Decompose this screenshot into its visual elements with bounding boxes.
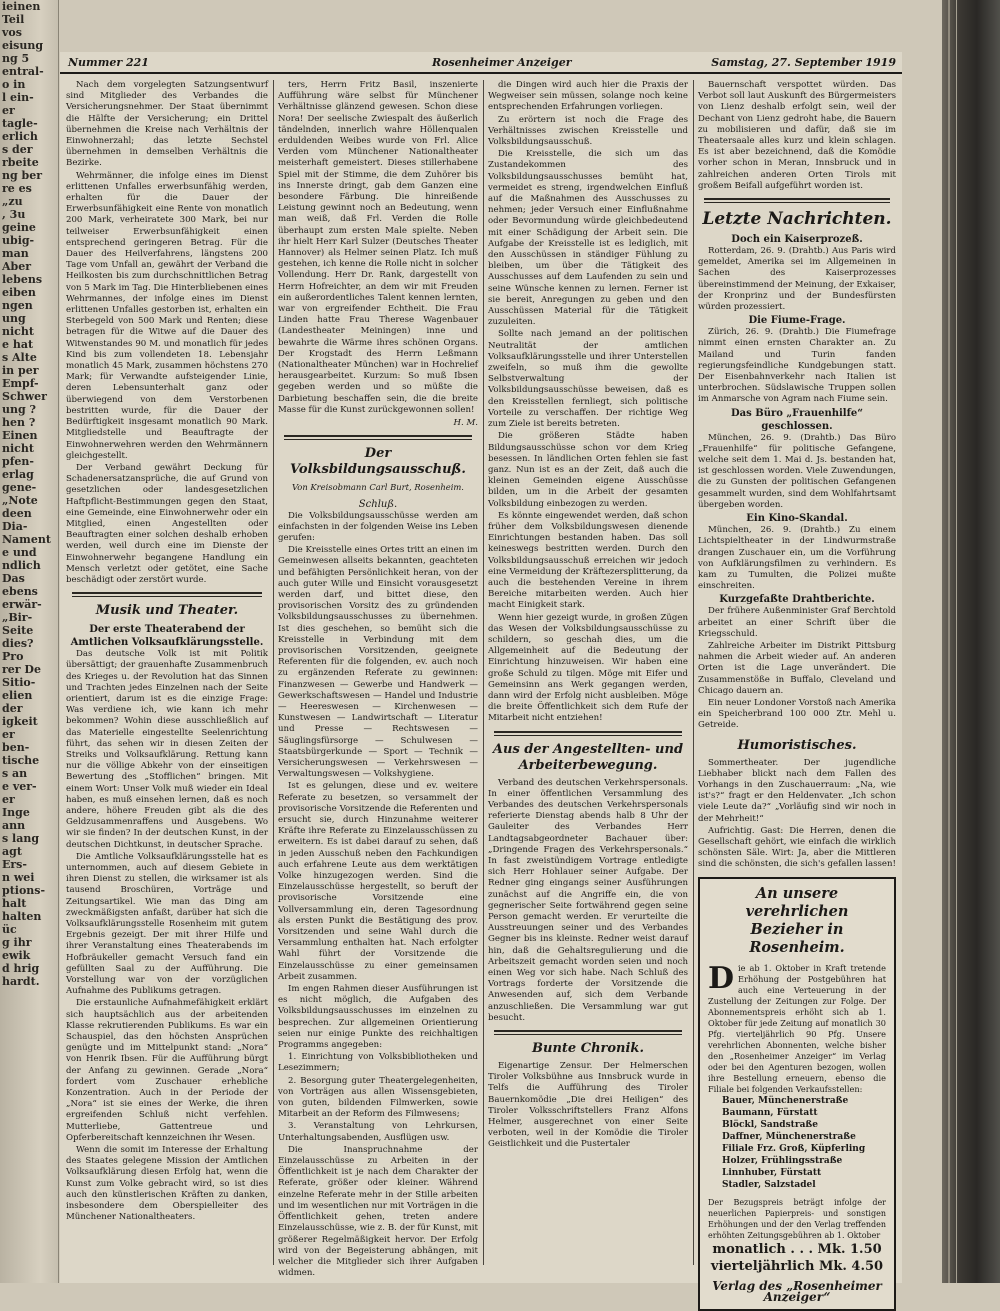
ad-text: ie ab 1. Oktober in Kraft tretende Erhöhung der Postgebühren hat auch eine Verteuerung in der Zustellung der Zeitungen zur Folge. Der Abonnementspreis erhöht sich ab 1. Oktober für jede Zeitung auf monatlich 30 Pfg. vierteljährlich 90 Pfg. Unsere verehrlichen Abonnenten, welche bisher den „Rosenheimer Anzeiger“ im Verlag oder bei den Agenturen bezogen, wollen ihre Bestellung erneuern, ebenso die Filiale bei folgenden Verkaufsstellen: <box>708 962 886 1094</box>
margin-fragment: g ihr <box>2 936 32 949</box>
margin-fragment: re es <box>2 182 32 195</box>
adjacent-page-fragment <box>0 0 59 1283</box>
margin-fragment: Sitio- <box>2 676 36 689</box>
news-item <box>698 246 896 313</box>
margin-fragment: Aber <box>2 260 32 273</box>
outlet-item: Holzer, Frühlingsstraße <box>722 1155 843 1166</box>
margin-fragment: hen ? <box>2 416 36 429</box>
article-headline: Der erste Theaterabend der Amtlichen Volksaufklärungsstelle. <box>70 624 264 649</box>
margin-fragment: „zu <box>2 195 23 208</box>
margin-fragment: e ver- <box>2 780 37 793</box>
margin-fragment: ieinen <box>2 0 41 13</box>
newspaper-name: Rosenheimer Anzeiger <box>432 56 572 69</box>
ad-initial: D <box>708 960 735 996</box>
margin-fragment: s lang <box>2 832 40 845</box>
paragraph: Wenn die somit im Interesse der Erhaltung des Staates gelegene Mission der Amtlichen Volksaufklärung diesen Erfolg hat, wenn die Kunst zum Volke gebracht wird, so ist dies auch den künstlerischen Kräften zu danken, insbesondere dem Oberspielleiter des Münchener Nationaltheaters. <box>66 1145 268 1223</box>
header-rule <box>60 72 902 74</box>
margin-fragment: s an <box>2 767 28 780</box>
margin-fragment: gene- <box>2 481 37 494</box>
paragraph: Die Kreisstelle, die sich um das Zustandekommen des Volksbildungsausschusses bemüht hat, vermeidet es streng, irgendwelchen Einfluß auf die Maßnahmen des Ausschusses zu nehmen; jeder Versuch einer Einflußnahme oder Bevormundung würde gleichbedeutend mit einer Schädigung der Arbeit sein. Die Aufgabe der Kreisstelle ist es lediglich, mit den Ausschüssen in ständiger Fühlung zu bleiben, um über die Tätigkeit des Ausschusses auf dem Laufenden zu sein und seine Wünsche kennen zu lernen. Ferner ist sie bereit, Anregungen zu geben und den Ausschüssen Material für die Tätigkeit zuzuleiten. <box>488 149 688 328</box>
margin-fragment: ben- <box>2 741 30 754</box>
margin-fragment: Empf- <box>2 377 39 390</box>
news-item <box>698 606 896 731</box>
section-rule <box>494 731 682 736</box>
column-rule <box>273 80 274 1265</box>
paragraph: Die erstaunliche Aufnahmefähigkeit erklärt sich hauptsächlich aus der arbeitenden Klasse rekrutierenden Publikums. Es war ein Schauspiel, das den höchsten Ansprüchen genügte und im Mittelpunkt stand: „Nora“ von Henrik Ibsen. Für die Aufführung bürgt der Anfang zu gewinnen. Gerade „Nora“ fordert vom Zuschauer erhebliche Konzentration. Auch in der Periode der „Nora“ ist sie eines der Werke, die ihren ergreifenden Schluß nicht verfehlen. Mutterliebe, Gattentreue und Opferbereitschaft kennzeichnen ihr Wesen. <box>66 998 268 1143</box>
section-title-music-theater: Musik und Theater. <box>95 603 239 619</box>
margin-fragment: tagle- <box>2 117 38 130</box>
margin-fragment: ng 5 <box>2 52 30 65</box>
paragraph: Zu erörtern ist noch die Frage des Verhältnisses zwischen Kreisstelle und Volksbildungsausschuß. <box>488 114 688 148</box>
price-quarterly: vierteljährlich Mk. 4.50 <box>710 1258 884 1274</box>
margin-fragment: halten <box>2 910 42 923</box>
ad-note: Der Bezugspreis beträgt infolge der neuerlichen Papierpreis- und sonstigen Erhöhungen und der den Verlag treffenden erhöhten Zeitungsgebühren ab 1. Oktober <box>708 1197 886 1240</box>
paragraph: Die Volksbildungsausschüsse werden am einfachsten in der folgenden Weise ins Leben gerufen: <box>278 510 478 543</box>
paragraph: Sollte nach jemand an der politischen Neutralität der amtlichen Volksaufklärungsstelle und ihrer Unterstellen zweifeln, so muß ihm die gewollte Selbstverwaltung der Volksbildungsausschüsse beweisen, daß es den Kreisstellen fernliegt, sich politische Vorteile zu verschaffen. Der richtige Weg zum Ziele ist bereits betreten. <box>488 329 688 430</box>
margin-fragment: Pro <box>2 650 24 663</box>
article-body <box>66 649 268 1223</box>
paragraph: Ist es gelungen, diese und ev. weitere Referate zu besetzen, so versammelt der provisorische Vorsitzende die Referenten und ersucht sie, durch Hinzunahme weiterer Kräfte ihre Referate zu Einzelausschüssen zu erweitern. Es ist dabei darauf zu sehen, daß in jeden Ausschuß neben den Fachkundigen auch erfahrene Leute aus dem werktätigen Volke hinzugezogen werden. Sind die Einzelausschüsse hergestellt, so beruft der provisorische Vorsitzende eine Vollversammlung ein, deren Tagesordnung als ersten Punkt die Bestätigung des prov. Vorsitzenden und seine Wahl durch die Versammlung enthalten hat. Nach erfolgter Wahl führt der Vorsitzende die Einzelausschüsse zu einer gemeinsamen Arbeit zusammen. <box>278 781 478 982</box>
margin-fragment: ng ber <box>2 169 43 182</box>
margin-fragment: lebens <box>2 273 43 286</box>
subscription-notice-ad <box>698 877 896 1311</box>
issue-date: Samstag, 27. September 1919 <box>711 56 896 69</box>
paragraph: Wenn hier gezeigt wurde, in großen Zügen das Wesen der Volksbildungsausschüsse zu schildern, so geschah dies, um die Allgemeinheit auf die Bedeutung der Einrichtung hinzuweisen. Wir haben eine große Schuld zu tilgen. Möge mit Eifer und Gemeinsinn ans Werk gegangen werden, dann wird der Erfolg nicht ausbleiben. Möge die breite Öffentlichkeit sich dem Rufe der Mitarbeit nicht entziehen! <box>488 612 688 724</box>
section-title-latest-news: Letzte Nachrichten. <box>702 209 892 230</box>
newspaper-page <box>60 52 902 1304</box>
margin-fragment: dies? <box>2 637 34 650</box>
margin-fragment: rer De <box>2 663 41 676</box>
paragraph: Die Inanspruchnahme der Einzelausschüsse zu Arbeiten in der Öffentlichkeit ist je nach dem Charakter der Referate, größer oder kleiner. Während einzelne Referate mehr in der Stille arbeiten und im wesentlichen nur mit Vorträgen in die Öffentlichkeit gehen, treten andere Einzelausschüsse, wie z. B. der für Kunst, mit größerer Regelmäßigkeit hervor. Der Erfolg wird von der Begeisterung abhängen, mit welcher die Mitglieder sich ihrer Aufgaben widmen. <box>278 1144 478 1279</box>
margin-fragment: eisung <box>2 39 44 52</box>
column-1 <box>66 80 268 1270</box>
margin-fragment: ung ? <box>2 403 36 416</box>
margin-fragment: er <box>2 104 15 117</box>
section-rule <box>704 198 890 203</box>
margin-fragment: Nament <box>2 533 51 546</box>
margin-fragment: halt <box>2 897 27 910</box>
paragraph: Der frühere Außenminister Graf Berchtold arbeitet an einer Schrift über die Kriegsschuld. <box>698 606 896 639</box>
paragraph: Wehrmänner, die infolge eines im Dienst erlittenen Unfalles erwerbsunfähig werden, erhalten für die Dauer der Erwerbsunfähigkeit eine Rente von monatlich 200 Mark, verheiratete 300 Mark, bei nur teilweiser Erwerbsunfähigkeit einen entsprechend geringeren Betrag. Für die Dauer des Heilverfahrens, längstens 200 Tage vom Unfall an, gewährt der Verband die Heilkosten bis zum durchschnittlichen Betrag von 5 Mark im Tag. Die Hinterbliebenen eines Wehrmannes, der infolge eines im Dienst erlittenen Unfalles gestorben ist, erhalten ein Sterbegeld von 500 Mark und Renten; diese betragen für die Witwe auf die Dauer des Witwenstandes 90 M. und monatlich für jedes Kind bis zum vollendeten 18. Lebensjahr monatlich 45 Mark, zusammen höchstens 270 Mark; für Verwandte aufsteigender Linie, deren Lebensunterhalt ganz oder überwiegend von dem Verstorbenen bestritten wurde, für die Dauer der Bedürftigkeit insgesamt monatlich 90 Mark. Mitgliedstelle und Beauftragte der Einwohnerwehren werden den Wehrmännern gleichgestellt. <box>66 170 268 461</box>
paragraph: Der Verband gewährt Deckung für Schadenersatzansprüche, die auf Grund von gesetzlichen oder landesgesetzlichen Haftpflicht-Bestimmungen gegen den Staat, eine Gemeinde, eine Einwohnerwehr oder ein Mitglied, einen Angestellten oder Beauftragten einer solchen deshalb erhoben werden, weil durch eine im Dienste der Einwohnerwehr begangene Handlung ein Mensch verletzt oder getötet, eine Sache beschädigt oder zerstört wurde. <box>66 462 268 585</box>
margin-fragment: e und <box>2 546 37 559</box>
margin-fragment: Das <box>2 572 25 585</box>
paragraph: Aufrichtig. Gast: Die Herren, denen die Gesellschaft gehört, wie einfach die wirklich schönsten Säle. Wirt: Ja, aber die Mittleren sind die schönsten, die sich's gefallen lassen! <box>698 825 896 870</box>
margin-fragment: o in <box>2 78 26 91</box>
margin-fragment: Teil <box>2 13 25 26</box>
margin-fragment: ebens <box>2 585 38 598</box>
margin-fragment: in per <box>2 364 39 377</box>
margin-fragment: ubig- <box>2 234 35 247</box>
paragraph: Bauernschaft verspottet würden. Das Verbot soll laut Auskunft des Bürgermeisters von Lienz deshalb erfolgt sein, weil der Dechant von Lienz gedroht habe, die Bauern zu mobilisieren und dafür, daß sie im Theatersaale alles kurz und klein schlagen. Es ist aber bezeichnend, daß die Komödie vorher schon in Meran, Innsbruck und in zahlreichen anderen Orten Tirols mit großem Beifall aufgeführt worden ist. <box>698 80 896 191</box>
paragraph: Verband des deutschen Verkehrspersonals. In einer öffentlichen Versammlung des Verbandes des deutschen Verkehrspersonals referierte Dienstag abends halb 8 Uhr der Gauleiter des Verbandes Herr Landtagsabgeordneter Bachauer über: „Dringende Fragen des Verkehrspersonals.“ In fast zweistündigem Vortrage entledigte sich Herr Hohlauer seiner Aufgabe. Der Redner ging eingangs seiner Ausführungen zunächst auf die Angriffe ein, die von gegnerischer Seite fortwährend gegen seine Person gemacht werden. Er verurteilte die Ausstreuungen seiner und des Verbandes Gegner bis ins kleinste. Redner weist darauf hin, daß die Gehaltsregulierung und die Arbeitszeit gemacht worden seien und noch einen Weg vor sich habe. Nach Schluß des Vortrags forderte der Vorsitzende die Anwesenden auf, sich dem Verbande anzuschließen. Die Versammlung war gut besucht. <box>488 777 688 1023</box>
article-body <box>698 80 896 192</box>
section-title-humor: Humoristisches. <box>737 737 857 753</box>
margin-fragment: ptions- <box>2 884 46 897</box>
news-headline: Doch ein Kaiserprozeß. <box>731 234 863 246</box>
paragraph: Die größeren Städte haben Bildungsausschüsse schon vor dem Krieg besessen. In ländlichen Orten fehlen sie fast ganz. Nun ist es an der Zeit, daß auch die kleinen Gemeinden eigene Ausschüsse bilden, um in die Arbeit der gesamten Volksbildung einbezogen zu werden. <box>488 431 688 509</box>
news-headline: Kurzgefaßte Drahtberichte. <box>719 594 875 606</box>
outlet-item: Baumann, Fürstatt <box>722 1107 818 1118</box>
paragraph: Das deutsche Volk ist mit Politik übersättigt; der grauenhafte Zusammenbruch des Krieges u. der Revolution hat das Sinnen und Trachten jedes Einzelnen nach der Seite orientiert, darum ist es die einzige Frage: Was verdiene ich, wie kann ich mehr bekommen? Wohin diese ausschließlich auf das Materielle eingestellte Seelenrichtung führt, das sehen wir in diesen Zeiten der Streiks und Volksaufklärung. Rettung kann nur die völlige Abkehr von der einseitigen Bewertung des „Stofflichen“ bringen. Mit einem Wort: Unser Volk muß wieder ein Ideal haben, es muß einsehen lernen, daß es noch andere, höhere Freuden gibt als die des Geldzusammenraffens und Ausgebens. Wo wir sie finden? In der deutschen Kunst, in der deutschen Dichtkunst, in deutscher Sprache. <box>66 649 268 850</box>
paragraph: die Dingen wird auch hier die Praxis der Wegweiser sein müssen, solange noch keine entsprechenden Erfahrungen vorliegen. <box>488 80 688 113</box>
news-item <box>698 433 896 511</box>
article-body <box>278 80 478 416</box>
section-title-chronicle: Bunte Chronik. <box>532 1041 644 1057</box>
margin-fragment: Schwer <box>2 390 47 403</box>
margin-fragment: ung <box>2 312 26 325</box>
margin-fragment: man <box>2 247 29 260</box>
margin-fragment: s Alte <box>2 351 37 364</box>
margin-fragment: erwär- <box>2 598 42 611</box>
article-body <box>488 1061 688 1151</box>
section-rule <box>494 1030 682 1035</box>
margin-fragment: n wei <box>2 871 35 884</box>
news-item <box>698 525 896 592</box>
paragraph: 2. Besorgung guter Theatergelegenheiten, von Vorträgen aus allen Wissensgebieten, von guten, bildenden Filmwerken, sowie Mitarbeit an der Reform des Filmwesens; <box>278 1075 478 1120</box>
margin-fragment: rbeite <box>2 156 39 169</box>
margin-fragment: „Note <box>2 494 38 507</box>
margin-fragment: ewik <box>2 949 31 962</box>
paragraph: Die Amtliche Volksaufklärungsstelle hat es unternommen, auch auf diesem Gebiete in ihren Dienst zu stellen, die wirksamer ist als tausend Broschüren, Vorträge und Zeitungsartikel. Wie man das Ding am zweckmäßigsten anfaßt, darüber hat sich die Volksaufklärungsstelle Rosenheim mit gutem Ergebnis gezeigt. Der mit ihrer Hilfe und ihrer Veranstaltung eines Theaterabends im Hofbräukeller gemacht Versuch fand ein gefüllten Saal zu der Aufführung. Die Vorstellung war von der vorzüglichen Aufnahme des Publikums getragen. <box>66 851 268 997</box>
margin-fragment: tische <box>2 754 40 767</box>
section-rule <box>284 435 472 440</box>
paragraph: Es könnte eingewendet werden, daß schon früher dem Volksbildungswesen dienende Einrichtungen bestanden haben. Das soll keineswegs bestritten werden. Durch den Volksbildungsausschuß erreichen wir jedoch eine Vermeidung der Kräftezersplitterung, da auch die bestehenden Vereine in ihrem Bereiche mitarbeiten werden. Auch hier macht Einigkeit stark. <box>488 510 688 611</box>
article-subtitle: Schluß. <box>358 498 398 510</box>
paragraph: 1. Einrichtung von Volksbibliotheken und Lesezimmern; <box>278 1052 478 1074</box>
margin-fragment: s der <box>2 143 33 156</box>
margin-fragment: der <box>2 702 23 715</box>
margin-fragment: eiben <box>2 286 36 299</box>
paragraph: Im engen Rahmen dieser Ausführungen ist es nicht möglich, die Aufgaben des Volksbildungsausschusses im einzelnen zu besprechen. Zur allgemeinen Orientierung seien nur einige Punkte des reichhaltigen Programms angegeben: <box>278 984 478 1051</box>
paragraph: München, 26. 9. (Drahtb.) Zu einem Lichtspieltheater in der Lindwurmstraße drangen Zuschauer ein, um die Vorführung von Aufklärungsfilmen zu verhindern. Es kam zu Tumulten, die Polizei mußte einschreiten. <box>698 525 896 592</box>
margin-fragment: vos <box>2 26 22 39</box>
margin-fragment: pfen- <box>2 455 34 468</box>
margin-fragment: üc <box>2 923 17 936</box>
margin-fragment: agt <box>2 845 22 858</box>
price-monthly: monatlich . . . Mk. 1.50 <box>712 1241 882 1257</box>
book-spine <box>942 0 1000 1283</box>
margin-fragment: er <box>2 793 15 806</box>
margin-fragment: , 3u <box>2 208 26 221</box>
article-body <box>488 80 688 725</box>
news-item <box>698 327 896 405</box>
section-rule <box>72 592 262 597</box>
ad-publisher: Verlag des „Rosenheimer Anzeiger“ <box>712 1278 882 1304</box>
margin-fragment: e hat <box>2 338 34 351</box>
paragraph: Eigenartige Zensur. Der Helmerschen Tiroler Volksbühne aus Innsbruck wurde in Telfs die Aufführung des Tiroler Bauernkomödie „Die drei Heiligen“ des Tiroler Volksschriftstellers Franz Alfons Helmer, ausgerechnet von einer Seite verboten, weil in der Komödie die Tiroler Geistlichkeit und die Pustertaler <box>488 1061 688 1150</box>
column-rule <box>483 80 484 1265</box>
margin-fragment: Inge <box>2 806 30 819</box>
author-signature: H. M. <box>453 418 478 429</box>
margin-fragment: nicht <box>2 442 34 455</box>
margin-fragment: deen <box>2 507 32 520</box>
column-2 <box>278 80 478 1279</box>
margin-fragment: ngen <box>2 299 33 312</box>
margin-fragment: Ers- <box>2 858 27 871</box>
margin-fragment: entral- <box>2 65 44 78</box>
ad-headline: An unsere verehrlichen Bezieher in Rosenheim. <box>745 884 849 956</box>
margin-fragment: l ein- <box>2 91 34 104</box>
issue-number: Nummer 221 <box>68 56 149 69</box>
margin-fragment: Einen <box>2 429 38 442</box>
paragraph: Ein neuer Londoner Vorstoß nach Amerika ein Speicherbrand 100 000 Ztr. Mehl u. Getreide. <box>698 697 896 731</box>
margin-fragment: er <box>2 728 15 741</box>
news-headline: Die Fiume-Frage. <box>748 315 846 327</box>
margin-fragment: hardt. <box>2 975 40 988</box>
paragraph: Sommertheater. Der jugendliche Liebhaber blickt nach dem Fallen des Vorhangs in den Zuschauerraum: „Na, wie ist's?“ fragt er den Heldenvater. „Ich schon viele Leute da?“ „Vorläufig sind wir noch in der Mehrheit!“ <box>698 757 896 824</box>
news-headline: Das Büro „Frauenhilfe“ geschlossen. <box>730 407 864 432</box>
outlet-list <box>708 1095 886 1191</box>
margin-fragment: „Bir- <box>2 611 33 624</box>
margin-fragment: ndlich <box>2 559 41 572</box>
article-body <box>488 778 688 1024</box>
paragraph: ters, Herrn Fritz Basil, inszenierte Aufführung wäre selbst für Münchener Verhältnisse glänzend gewesen. Schon diese Nora! Der seelische Zwiespalt des äußerlich tändelnden, innerlich wahre Höllenqualen erduldenden Weibes wurde von Frl. Alice Verden vom Münchener Nationaltheater meisterhaft gemeistert. Dieses stillerhabene Spiel mit der Stimme, die dem Zuhörer bis ins Innerste dringt, gab dem Ganzen eine besondere Färbung. Die hinreißende Leistung gewinnt noch an Bedeutung, wenn man weiß, daß Frl. Verden die Rolle überhaupt zum ersten Male spielte. Neben ihr hielt Herr Karl Sulzer (Deutsches Theater Hannover) als Helmer seinen Platz. Ich muß gestehen, ich kenne die Rolle nicht in solcher Vollendung. Herr Dr. Rank, dargestellt von Herrn Hofreichter, an dem wir mit Freuden ein außerordentliches Talent kennen lernten, war von ergreifender Echtheit. Die Frau Linden hatte Frau Therese Wagenbauer (Landestheater Meiningen) inne und bewahrte die Wärme ihres schönen Organs. Der Krogstadt des Herrn Leßmann (Nationaltheater München) war in Hochrelief herausgearbeitet. Kurzum: So muß Ibsen gegeben werden und so müßte die Darbietung beschaffen sein, die die breite Masse für die Kunst zurückgewonnen sollen! <box>278 80 478 415</box>
paragraph: 3. Veranstaltung von Lehrkursen, Unterhaltungsabenden, Ausflügen usw. <box>278 1121 478 1143</box>
paragraph: Zürich, 26. 9. (Drahtb.) Die Fiumefrage nimmt einen ernsten Charakter an. Zu Mailand und Turin fanden regierungsfeindliche Kundgebungen statt. Der Eisenbahnverkehr nach Italien ist unterbrochen. Südslawische Truppen sollen im Anmarsche von Agram nach Fiume sein. <box>698 327 896 405</box>
ad-body <box>708 960 886 1095</box>
margin-fragment: igkeit <box>2 715 38 728</box>
outlet-item: Stadler, Salzstadel <box>722 1179 816 1190</box>
margin-fragment: geine <box>2 221 36 234</box>
outlet-item: Linnhuber, Fürstatt <box>722 1167 822 1178</box>
column-rule <box>693 80 694 1265</box>
section-title-workers: Aus der Angestellten- und Arbeiterbewegung. <box>492 741 684 773</box>
margin-fragment: elien <box>2 689 33 702</box>
outlet-item: Filiale Frz. Groß, Küpferling <box>722 1143 866 1154</box>
margin-fragment: nicht <box>2 325 34 338</box>
article-body <box>278 511 478 1280</box>
margin-fragment: ann <box>2 819 26 832</box>
outlet-item: Daffner, Münchenerstraße <box>722 1131 856 1142</box>
paragraph: Zahlreiche Arbeiter im Distrikt Pittsburg nahmen die Arbeit wieder auf. An anderen Orten ist die Lage unverändert. Die Zusammenstöße in Buffalo, Cleveland und Chicago dauern an. <box>698 640 896 696</box>
outlet-item: Blöckl, Sandstraße <box>722 1119 818 1130</box>
outlet-item: Bauer, Münchenerstraße <box>722 1095 849 1106</box>
column-4 <box>698 80 897 1304</box>
news-headline: Ein Kino-Skandal. <box>746 513 848 525</box>
article-title-volksbildung: Der Volksbildungsausschuß. <box>290 446 466 478</box>
column-3 <box>488 80 688 1270</box>
margin-fragment: erlag <box>2 468 34 481</box>
paragraph: Nach dem vorgelegten Satzungsentwurf sind Mitglieder des Verbandes die Versicherungsnehmer. Der Staat übernimmt die Hälfte der Versicherung; ein Drittel übernehmen die Kreise nach Verhältnis der Einwohnerzahl; das letzte Sechstel übernehmen in demselben Verhältnis die Bezirke. <box>66 80 268 169</box>
margin-fragment: Dia- <box>2 520 28 533</box>
article-body <box>66 80 268 586</box>
margin-fragment: d hrig <box>2 962 40 975</box>
paragraph: Die Kreisstelle eines Ortes tritt an einen im Gemeinwesen allseits bekannten, geachteten und befähigten Persönlichkeit heran, von der auch guter Wille und Einsicht vorausgesetzt werden darf, und bittet diese, den provisorischen Vorsitz des zu gründenden Volksbildungsausschusses zu übernehmen. Ist dies geschehen, so bemüht sich die Kreisstelle in Verbindung mit dem provisorischen Vorsitzenden, geeignete Referenten für die folgenden, ev. auch noch zu ergänzenden Referate zu gewinnen: Finanzwesen — Gewerbe und Handwerk — Gewerkschaftswesen — Handel und Industrie — Heereswesen — Kirchenwesen — Kunstwesen — Landwirtschaft — Literatur und Presse — Rechtswesen — Säuglingsfürsorge — Schulwesen — Staatsbürgerkunde — Sport — Technik — Versicherungswesen — Verkehrswesen — Verwaltungswesen — Volkshygiene. <box>278 545 478 780</box>
paragraph: Rotterdam, 26. 9. (Drahtb.) Aus Paris wird gemeldet, Amerika sei im Allgemeinen in Sachen des Kaiserprozesses übereinstimmend der Meinung, der Exkaiser, der Kronprinz und der Bundesfürsten würden prozessiert. <box>698 246 897 313</box>
humor-item <box>698 758 896 871</box>
margin-fragment: erlich <box>2 130 38 143</box>
article-byline: Von Kreisobmann Carl Burt, Rosenheim. <box>292 482 464 493</box>
margin-fragment: Seite <box>2 624 34 637</box>
paragraph: München, 26. 9. (Drahtb.) Das Büro „Frauenhilfe“ für politische Gefangene, welche seit dem 1. Mai d. Js. bestanden hat, ist geschlossen worden. Viele Zuwendungen, die zu Gunsten der politischen Gefangenen gesammelt wurden, sind dem Wohlfahrtsamt übergeben worden. <box>698 432 896 510</box>
